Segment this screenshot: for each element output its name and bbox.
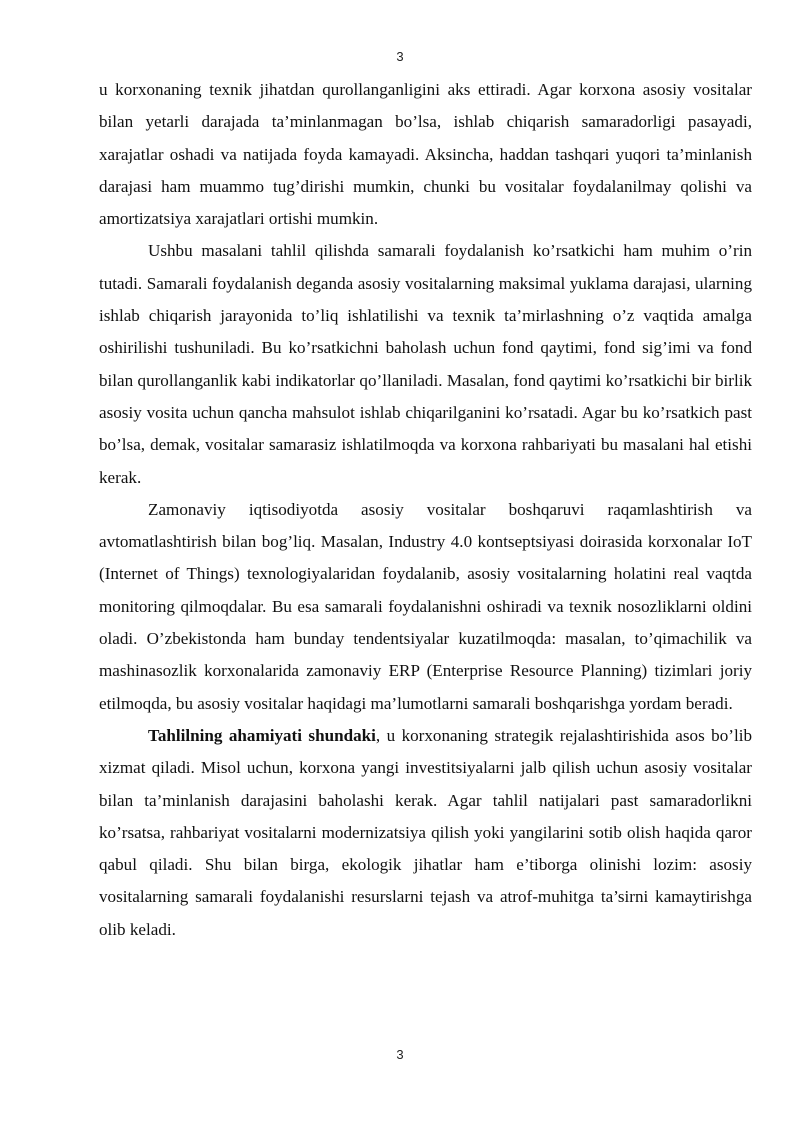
page-number-bottom: 3 — [396, 1047, 404, 1062]
paragraph-bold-lead: Tahlilning ahamiyati shundaki — [148, 725, 376, 745]
paragraph-efficiency: Ushbu masalani tahlil qilishda samarali foydalanish ko’rsatkichi ham muhim o’rin tutadi. Samarali foydalanish deganda asosiy vositalarning maksimal yuklama darajasi, ularning ishlab chiqarish jarayonida to’liq ishlatilishi va texnik ta’mirlashning o’z vaqtida amalga oshirilishi tushuniladi. Bu ko’rsatkichni baholash uchun fond qaytimi, fond sig’imi va fond bilan qurollanganlik kabi indikatorlar qo’llaniladi. Masalan, fond qaytimi ko’rsatkichi bir birlik asosiy vosita uchun qancha mahsulot ishlab chiqarilganini ko’rsatadi. Agar bu ko’rsatkich past bo’lsa, demak, vositalar samarasiz ishlatilmoqda va korxona rahbariyati bu masalani hal etishi kerak. — [99, 241, 752, 487]
paragraph-digitalization: Zamonaviy iqtisodiyotda asosiy vositalar boshqaruvi raqamlashtirish va avtomatlashtirish bilan bog’liq. Masalan, Industry 4.0 kontseptsiyasi doirasida korxonalar IoT (Internet of Things) texnologiyalaridan foydalanib, asosiy vositalarning holatini real vaqtda monitoring qilmoqdalar. Bu esa samarali foydalanishni oshiradi va texnik nosozliklarni oldini oladi. O’zbekistonda ham bunday tendentsiyalar kuzatilmoqda: masalan, to’qimachilik va mashinasozlik korxonalarida zamonaviy ERP (Enterprise Resource Planning) tizimlari joriy etilmoqda, bu asosiy vositalar haqidagi ma’lumotlarni samarali boshqarishga yordam beradi. — [99, 499, 752, 713]
paragraph-analysis-importance — [99, 720, 752, 946]
paragraph-analysis-text: , u korxonaning strategik rejalashtirishida asos bo’lib xizmat qiladi. Misol uchun, korxona yangi investitsiyalarni jalb qilish uchun asosiy vositalar bilan ta’minlanish darajasini baholashi kerak. Agar tahlil natijalari past samaradorlikni ko’rsatsa, rahbariyat vositalarni modernizatsiya qilish yoki yangilarini sotib olish haqida qaror qabul qiladi. Shu bilan birga, ekologik jihatlar ham e’tiborga olinishi lozim: asosiy vositalarning samarali foydalanishi resurslarni tejash va atrof-muhitga ta’sirni kamaytirishga olib keladi. — [99, 725, 752, 939]
page-number-top: 3 — [396, 49, 404, 64]
paragraph-continuation: u korxonaning texnik jihatdan qurollanganligini aks ettiradi. Agar korxona asosiy vositalar bilan yetarli darajada ta’minlanmagan bo’lsa, ishlab chiqarish samaradorligi pasayadi, xarajatlar oshadi va natijada foyda kamayadi. Aksincha, haddan tashqari yuqori ta’minlanish darajasi ham muammo tug’dirishi mumkin, chunki bu vositalar foydalanilmay qolishi va amortizatsiya xarajatlari ortishi mumkin. — [99, 80, 752, 229]
document-body — [99, 74, 752, 946]
